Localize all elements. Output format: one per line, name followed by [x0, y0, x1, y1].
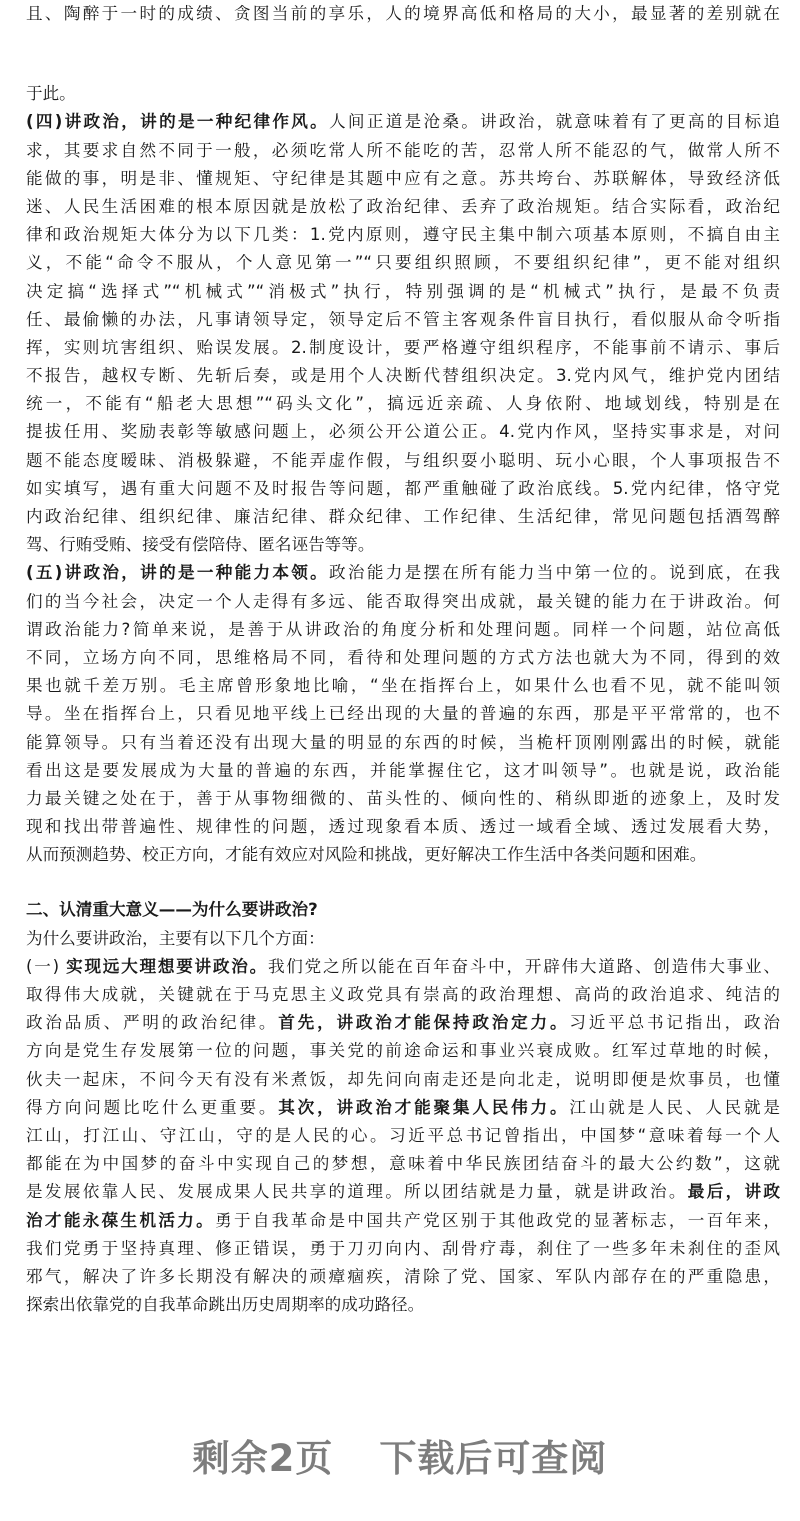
text-run: 挥，实则坑害组织、贻误发展。2.制度设计，要严格遵守组织程序，不能事前不请示、事后: [26, 337, 780, 357]
bold-text-run: 治才能永葆生机活力。: [26, 1210, 216, 1230]
text-run: 果也就千差万别。毛主席曾形象地比喻，“坐在指挥台上，如果什么也看不见，就不能叫领: [26, 676, 780, 696]
text-line: [26, 813, 780, 841]
text-line: [26, 165, 780, 193]
text-line: [26, 644, 780, 672]
text-run: (一): [26, 956, 67, 976]
text-line: [26, 1207, 780, 1235]
bold-text-run: 实现远大理想要讲政治。: [66, 956, 268, 976]
bold-text-run: 最后，讲政: [687, 1182, 780, 1202]
text-run: 题不能态度暧昧、消极躲避，不能弄虚作假，与组织耍小聪明、玩小心眼，个人事项报告不: [26, 450, 780, 470]
paragraph-gap: [26, 28, 780, 80]
text-line: [26, 1037, 780, 1065]
text-run: 勇于自我革命是中国共产党区别于其他政党的显著标志，一百年来，: [215, 1210, 780, 1230]
text-line: [26, 1263, 780, 1291]
text-line: [26, 249, 780, 277]
text-run: 我们党勇于坚持真理、修正错误，勇于刀刃向内、刮骨疗毒，刹住了一些多年未刹住的歪风: [26, 1238, 780, 1258]
text-run: 义，不能“命令不服从，个人意见第一”“只要组织照顾，不要组织纪律”，更不能对组织: [26, 253, 780, 273]
text-run: 不同，立场方向不同，思维格局不同，看待和处理问题的方式方法也就大为不同，得到的效: [26, 647, 780, 667]
text-run: 能做的事，明是非、懂规矩、守纪律是其题中应有之意。苏共垮台、苏联解体，导致经济低: [26, 168, 780, 188]
text-run: 江山，打江山、守江山，守的是人民的心。习近平总书记曾指出，中国梦“意味着每一个人: [26, 1125, 780, 1145]
text-line: [26, 278, 780, 306]
download-to-view-text: 下载后可查阅: [379, 1437, 608, 1480]
text-line: [26, 221, 780, 249]
preview-footer: [0, 1428, 800, 1482]
text-run: 决定搞“选择式”“机械式”“消极式”执行，特别强调的是“机械式”执行，是最不负责: [26, 281, 780, 301]
document-body: [26, 0, 780, 1319]
text-run: 伙夫一起床，不问今天有没有米煮饭，却先问向南走还是向北走，说明即便是炊事员，也懂: [26, 1069, 780, 1089]
text-line: [26, 531, 780, 559]
text-run: 从而预测趋势、校正方向，才能有效应对风险和挑战，更好解决工作生活中各类问题和困难。: [26, 845, 707, 865]
text-line: [26, 896, 780, 924]
text-line: [26, 193, 780, 221]
text-run: 不报告，越权专断、先斩后奏，或是用个人决断代替组织决定。3.党内风气，维护党内团结: [26, 366, 780, 386]
text-run: 江山就是人民、人民就是: [569, 1097, 780, 1117]
text-run: 导。坐在指挥台上，只看见地平线上已经出现的大量的普遍的东西，那是平平常常的，也不: [26, 704, 780, 724]
text-run: 我们党之所以能在百年奋斗中，开辟伟大道路、创造伟大事业、: [267, 956, 780, 976]
text-line: [26, 1150, 780, 1178]
text-line: [26, 925, 780, 953]
text-run: 政治能力是摆在所有能力当中第一位的。说到底，在我: [329, 563, 780, 583]
bold-text-run: 二、认清重大意义——为什么要讲政治?: [26, 900, 318, 920]
text-run: 能算领导。只有当着还没有出现大量的明显的东西的时候，当桅杆顶刚刚露出的时候，就能: [26, 732, 780, 752]
text-line: [26, 1122, 780, 1150]
text-run: 任、最偷懒的办法，凡事请领导定，领导定后不管主客观条件盲目执行，看似服从命令听指: [26, 309, 780, 329]
text-run: 邪气，解决了许多长期没有解决的顽瘴痼疾，清除了党、国家、军队内部存在的严重隐患，: [26, 1266, 780, 1286]
text-line: [26, 981, 780, 1009]
text-line: [26, 1094, 780, 1122]
text-run: 们的当今社会，决定一个人走得有多远、能否取得突出成就，最关键的能力在于讲政治。何: [26, 591, 780, 611]
bold-text-run: 其次，讲政治才能聚集人民伟力。: [278, 1097, 570, 1117]
text-line: [26, 700, 780, 728]
text-line: [26, 137, 780, 165]
text-run: 统一，不能有“船老大思想”“码头文化”，搞远近亲疏、人身依附、地域划线，特别是在: [26, 394, 780, 414]
text-line: [26, 672, 780, 700]
text-line: [26, 785, 780, 813]
text-run: 取得伟大成就，关键就在于马克思主义政党具有崇高的政治理想、高尚的政治追求、纯洁的: [26, 985, 780, 1004]
text-line: [26, 1009, 780, 1037]
bold-text-run: (四)讲政治，讲的是一种纪律作风。: [26, 112, 330, 132]
text-line: [26, 1178, 780, 1206]
bold-text-run: (五)讲政治，讲的是一种能力本领。: [26, 563, 330, 583]
text-line: [26, 475, 780, 503]
text-run: 是发展依靠人民、发展成果人民共享的道理。所以团结就是力量，就是讲政治。: [26, 1182, 688, 1202]
text-line: [26, 362, 780, 390]
text-line: [26, 334, 780, 362]
text-run: 得方向问题比吃什么更重要。: [26, 1097, 279, 1117]
text-line: [26, 1291, 780, 1319]
text-run: 求，其要求自然不同于一般，必须吃常人所不能吃的苦，忍常人所不能忍的气，做常人所不: [26, 140, 780, 160]
text-line: [26, 559, 780, 587]
text-line: [26, 616, 780, 644]
text-run: 探索出依靠党的自我革命跳出历史周期率的成功路径。: [26, 1295, 425, 1315]
text-line: [26, 588, 780, 616]
text-line: [26, 757, 780, 785]
text-line: [26, 306, 780, 334]
text-line: [26, 1066, 780, 1094]
text-line: [26, 390, 780, 418]
text-line: [26, 447, 780, 475]
text-run: 内政治纪律、组织纪律、廉洁纪律、群众纪律、工作纪律、生活纪律，常见问题包括酒驾醉: [26, 507, 780, 526]
text-line: [26, 729, 780, 757]
text-run: 现和找出带普遍性、规律性的问题，透过现象看本质、透过一域看全域、透过发展看大势，: [26, 817, 780, 837]
text-run: 方向是党生存发展第一位的问题，事关党的前途命运和事业兴衰成败。红军过草地的时候，: [26, 1041, 780, 1061]
text-line: [26, 108, 780, 136]
text-run: 律和政治规矩大体分为以下几类：1.党内原则，遵守民主集中制六项基本原则，不搞自由主: [26, 225, 780, 245]
text-run: 驾、行贿受贿、接受有偿陪侍、匿名诬告等等。: [26, 535, 375, 555]
text-run: 如实填写，遇有重大问题不及时报告等问题，都严重触碰了政治底线。5.党内纪律，恪守党: [26, 478, 780, 498]
text-run: 于此。: [26, 84, 76, 104]
text-line: [26, 841, 780, 869]
text-run: 为什么要讲政治，主要有以下几个方面：: [26, 928, 325, 948]
text-line: [26, 953, 780, 981]
text-run: 习近平总书记指出，政治: [569, 1013, 780, 1033]
text-line: [26, 503, 780, 531]
text-run: 提拔任用、奖励表彰等敏感问题上，必须公开公道公正。4.党内作风，坚持实事求是，对问: [26, 422, 780, 442]
text-run: 都能在为中国梦的奋斗中实现自己的梦想，意味着中华民族团结奋斗的最大公约数”，这就: [26, 1154, 780, 1174]
text-run: 谓政治能力?简单来说，是善于从讲政治的角度分析和处理问题。同样一个问题，站位高低: [26, 619, 780, 639]
text-run: 且、陶醉于一时的成绩、贪图当前的享乐，人的境界高低和格局的大小，最显著的差别就在: [26, 4, 780, 23]
text-run: 力最关键之处在于，善于从事物细微的、苗头性的、倾向性的、稍纵即逝的迹象上，及时发: [26, 788, 780, 808]
text-line: [26, 80, 780, 108]
text-line: [26, 418, 780, 446]
text-run: 政治品质、严明的政治纪律。: [26, 1013, 279, 1033]
text-line: [26, 1235, 780, 1263]
remaining-pages-text: 剩余2页: [192, 1437, 334, 1480]
bold-text-run: 首先，讲政治才能保持政治定力。: [278, 1013, 570, 1033]
section-gap: [26, 869, 780, 896]
text-run: 看出这是要发展成为大量的普遍的东西，并能掌握住它，这才叫领导”。也就是说，政治能: [26, 760, 780, 780]
text-line: [26, 0, 780, 28]
text-run: 人间正道是沧桑。讲政治，就意味着有了更高的目标追: [329, 112, 780, 132]
text-run: 迷、人民生活困难的根本原因就是放松了政治纪律、丢弃了政治规矩。结合实际看，政治纪: [26, 196, 780, 216]
